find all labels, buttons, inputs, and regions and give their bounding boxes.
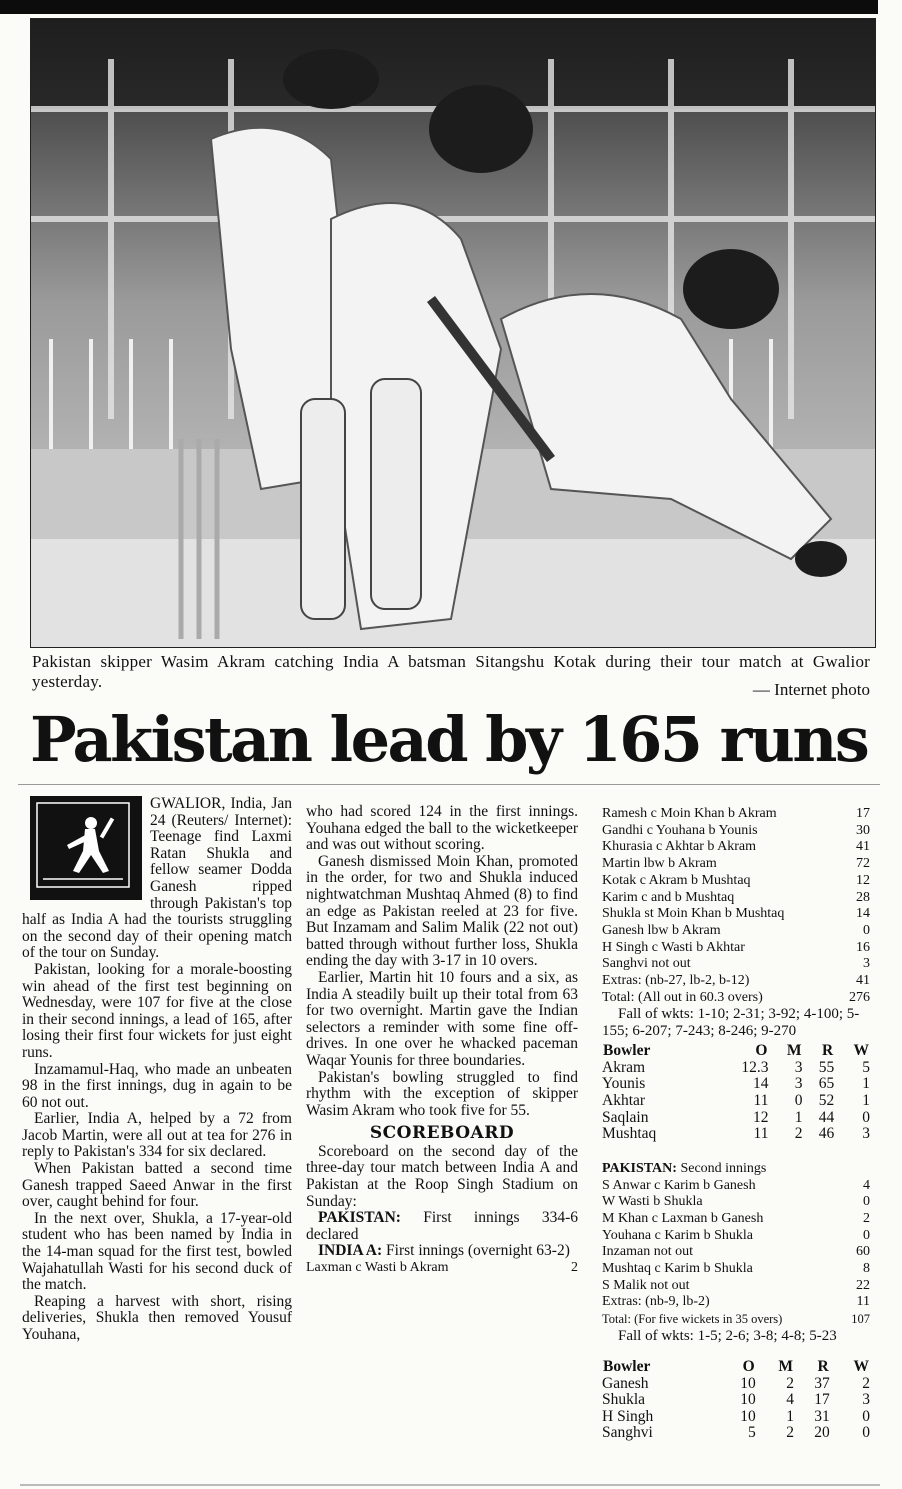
batsman-dismissal: Ganesh lbw b Akram bbox=[602, 922, 721, 938]
batsman-dismissal: Mushtaq c Karim b Shukla bbox=[602, 1261, 753, 1277]
col-wickets: W bbox=[853, 1041, 869, 1059]
total-row bbox=[602, 1311, 870, 1328]
bowling-row bbox=[602, 1093, 870, 1110]
pakistan-bowling-table bbox=[602, 1041, 870, 1143]
batting-row bbox=[602, 923, 870, 940]
batsman-runs: 17 bbox=[856, 806, 870, 821]
bowling-header-row bbox=[602, 1357, 870, 1376]
col-runs: R bbox=[817, 1357, 829, 1375]
batting-row bbox=[602, 856, 870, 873]
bowling-row bbox=[602, 1076, 870, 1093]
batsman-runs: 0 bbox=[863, 922, 870, 938]
batsman-runs: 30 bbox=[856, 822, 870, 838]
article-paragraph: Pakistan's bowling struggled to find rhythm with the exception of skipper Wasim Akram who took five for 55. bbox=[306, 1068, 578, 1119]
col-overs: O bbox=[755, 1041, 768, 1059]
batsman-dismissal: Kotak c Akram b Mushtaq bbox=[602, 872, 751, 888]
batting-row bbox=[602, 1278, 870, 1295]
bottom-rule bbox=[20, 1484, 880, 1486]
bowling-row bbox=[602, 1409, 870, 1426]
headline: Pakistan lead by 165 runs bbox=[30, 703, 868, 776]
runs: 52 bbox=[818, 1092, 835, 1110]
batting-row bbox=[602, 1211, 870, 1228]
team-label: PAKISTAN: bbox=[318, 1209, 401, 1227]
extras-runs: 41 bbox=[856, 973, 870, 989]
cricket-logo-icon bbox=[30, 796, 142, 900]
wickets: 3 bbox=[862, 1125, 870, 1143]
runs: 20 bbox=[814, 1424, 830, 1442]
article-paragraph: Inzamamul-Haq, who made an unbeaten 98 in the first innings, dug in again to be 60 not out. bbox=[22, 1060, 292, 1111]
runs: 17 bbox=[814, 1391, 830, 1409]
maidens: 3 bbox=[794, 1075, 803, 1093]
maidens: 2 bbox=[794, 1125, 803, 1143]
scoreboard-intro: Scoreboard on the second day of the three-day tour match between India A and Pakistan at the Roop Singh Stadium on Sunday: bbox=[306, 1142, 578, 1210]
maidens: 3 bbox=[794, 1058, 803, 1076]
batting-row bbox=[602, 806, 870, 823]
batting-row bbox=[602, 1228, 870, 1245]
batsman-runs: 14 bbox=[856, 906, 870, 922]
col-wickets: W bbox=[853, 1357, 869, 1375]
team-label: INDIA A: bbox=[318, 1242, 383, 1260]
batsman-dismissal: Khurasia c Akhtar b Akram bbox=[602, 839, 756, 855]
bowler-name: Shukla bbox=[602, 1391, 646, 1409]
batsman-dismissal: W Wasti b Shukla bbox=[602, 1194, 703, 1210]
bowling-row bbox=[602, 1392, 870, 1409]
maidens: 2 bbox=[786, 1424, 794, 1442]
photo-caption: Pakistan skipper Wasim Akram catching India A batsman Sitangshu Kotak during their tour match at Gwalior yesterday. bbox=[32, 652, 870, 691]
batsman-runs: 41 bbox=[856, 839, 870, 855]
batting-row bbox=[602, 823, 870, 840]
batsman-runs: 16 bbox=[856, 939, 870, 955]
batting-row bbox=[602, 1194, 870, 1211]
overs: 11 bbox=[753, 1092, 769, 1110]
total-runs: 276 bbox=[849, 989, 870, 1005]
wickets: 5 bbox=[862, 1058, 870, 1076]
col-runs: R bbox=[821, 1041, 834, 1059]
batting-row bbox=[602, 873, 870, 890]
bowling-row bbox=[602, 1126, 870, 1143]
pakistan-first-innings bbox=[306, 1210, 578, 1243]
pakistan-fall-of-wickets: Fall of wkts: 1-5; 2-6; 3-8; 4-8; 5-23 bbox=[618, 1327, 837, 1344]
runs: 46 bbox=[818, 1125, 835, 1143]
wickets: 1 bbox=[862, 1092, 870, 1110]
team-label: PAKISTAN: bbox=[602, 1160, 677, 1176]
batsman-runs: 2 bbox=[863, 1210, 870, 1226]
col-bowler: Bowler bbox=[603, 1041, 651, 1059]
overs: 12.3 bbox=[741, 1058, 769, 1076]
total-runs: 107 bbox=[851, 1312, 870, 1327]
bowler-name: Akram bbox=[602, 1058, 646, 1076]
wickets: 3 bbox=[862, 1391, 870, 1409]
batsman-runs: 12 bbox=[856, 872, 870, 888]
top-border bbox=[0, 0, 878, 14]
photo-illustration bbox=[31, 19, 875, 647]
article-paragraph: who had scored 124 in the first innings. Youhana edged the ball to the wicketkeeper and was out without scoring. bbox=[306, 803, 578, 854]
bowler-name: Saqlain bbox=[602, 1108, 649, 1126]
bowler-name: Akhtar bbox=[602, 1092, 646, 1110]
wickets: 1 bbox=[862, 1075, 870, 1093]
batsman-runs: 60 bbox=[856, 1244, 870, 1260]
pakistan-batting-list bbox=[602, 1178, 870, 1328]
article-lead: GWALIOR, India, Jan 24 (Reuters/ Internet): Teenage find Laxmi Ratan Shukla and fellow seamer Dodda Ganesh ripped through Pakistan's top half as India A had the tourists struggling on the second day of their opening match of the tour on Sunday. bbox=[22, 795, 292, 962]
overs: 10 bbox=[740, 1407, 756, 1425]
photo-credit: — Internet photo bbox=[752, 680, 870, 699]
india-first-innings bbox=[306, 1243, 578, 1260]
batting-row bbox=[602, 940, 870, 957]
overs: 10 bbox=[740, 1391, 756, 1409]
batsman-runs: 8 bbox=[863, 1261, 870, 1277]
maidens: 2 bbox=[786, 1374, 794, 1392]
batting-row bbox=[602, 956, 870, 973]
india-batting-list bbox=[602, 806, 870, 1006]
batsman-dismissal: Sanghvi not out bbox=[602, 956, 691, 972]
maidens: 1 bbox=[786, 1407, 794, 1425]
article-paragraph: In the next over, Shukla, a 17-year-old student who has been named by India in the 14-man squad for the first test, bowled Wajahatullah Wasti for his second duck of the match. bbox=[22, 1209, 292, 1294]
extras-label: Extras: (nb-27, lb-2, b-12) bbox=[602, 973, 750, 989]
india-bowling-table bbox=[602, 1357, 870, 1442]
batting-row bbox=[602, 906, 870, 923]
extras-runs: 11 bbox=[856, 1294, 870, 1310]
batsman-runs: 0 bbox=[863, 1194, 870, 1210]
batsman-dismissal: Inzaman not out bbox=[602, 1244, 693, 1260]
wickets: 2 bbox=[862, 1374, 870, 1392]
innings-summary: First innings (overnight 63-2) bbox=[382, 1242, 570, 1260]
col-maidens: M bbox=[778, 1357, 793, 1375]
overs: 5 bbox=[747, 1424, 756, 1442]
scoreboard-title: SCOREBOARD bbox=[369, 1123, 515, 1144]
article-paragraph: Earlier, Martin hit 10 fours and a six, as India A steadily built up their total from 63 for two overnight. Martin gave the Indian selectors a reminder with some fine off-drives. In one over he whacked paceman Waqar Younis for three boundaries. bbox=[306, 968, 578, 1069]
article-column-1 bbox=[22, 796, 292, 1344]
extras-row bbox=[602, 973, 870, 990]
batsman-dismissal: Shukla st Moin Khan b Mushtaq bbox=[602, 906, 785, 922]
batting-row bbox=[602, 1261, 870, 1278]
batsman-runs: 2 bbox=[571, 1260, 578, 1276]
batsman-runs: 3 bbox=[863, 956, 870, 972]
wickets: 0 bbox=[862, 1424, 870, 1442]
batsman-dismissal: Youhana c Karim b Shukla bbox=[602, 1227, 754, 1243]
bowler-name: Ganesh bbox=[602, 1374, 649, 1392]
col-bowler: Bowler bbox=[603, 1357, 651, 1375]
extras-row bbox=[602, 1294, 870, 1311]
adjacent-column-edge bbox=[0, 14, 18, 664]
runs: 55 bbox=[818, 1058, 835, 1076]
batsman-dismissal: S Malik not out bbox=[602, 1277, 690, 1293]
overs: 10 bbox=[740, 1374, 756, 1392]
innings-summary: First innings 334-6 declared bbox=[306, 1209, 578, 1243]
batting-row bbox=[602, 890, 870, 907]
bowler-name: Mushtaq bbox=[602, 1125, 657, 1143]
article-column-2 bbox=[306, 804, 578, 1277]
pakistan-second-innings-heading bbox=[602, 1161, 870, 1178]
batsman-runs: 72 bbox=[856, 856, 870, 872]
article-paragraph: Pakistan, looking for a morale-boosting win ahead of the first test beginning on Wednesday, were 107 for five at the close in their second innings, a lead of 165, after losing their first four wickets for just eight runs. bbox=[22, 960, 292, 1061]
col-overs: O bbox=[742, 1357, 755, 1375]
bowling-row bbox=[602, 1060, 870, 1077]
runs: 44 bbox=[818, 1108, 835, 1126]
bowling-row bbox=[602, 1110, 870, 1127]
batsman-runs: 4 bbox=[863, 1177, 870, 1193]
article-paragraph: Reaping a harvest with short, rising deliveries, Shukla then removed Yousuf Youhana, bbox=[22, 1292, 292, 1343]
scoreboard-column bbox=[602, 806, 870, 1442]
divider bbox=[18, 784, 880, 785]
batting-row bbox=[306, 1260, 578, 1277]
runs: 37 bbox=[814, 1374, 830, 1392]
bowler-name: H Singh bbox=[602, 1407, 654, 1425]
overs: 14 bbox=[752, 1075, 769, 1093]
bowling-header-row bbox=[602, 1041, 870, 1060]
india-fall-of-wickets: Fall of wkts: 1-10; 2-31; 3-92; 4-100; 5-155; 6-207; 7-243; 8-246; 9-270 bbox=[602, 1006, 860, 1040]
article-paragraph: Earlier, India A, helped by a 72 from Jacob Martin, were all out at tea for 276 in reply to Pakistan's 334 for six declared. bbox=[22, 1110, 292, 1161]
maidens: 4 bbox=[786, 1391, 794, 1409]
article-paragraph: Ganesh dismissed Moin Khan, promoted in the order, for two and Shukla induced nightwatchman Mushtaq Ahmed (8) to find an edge as Pakistan reeled at 23 for five. But Inzamam and Salim Malik (22 not out) batted through without further loss, Shukla ending the day with 3-17 in 10 overs. bbox=[306, 852, 578, 970]
batsman-dismissal: Laxman c Wasti b Akram bbox=[306, 1260, 449, 1276]
bowling-row bbox=[602, 1425, 870, 1442]
match-photo bbox=[30, 18, 876, 648]
extras-label: Extras: (nb-9, lb-2) bbox=[602, 1294, 710, 1310]
bowling-row bbox=[602, 1376, 870, 1393]
col-maidens: M bbox=[786, 1041, 802, 1059]
overs: 11 bbox=[753, 1125, 769, 1143]
runs: 65 bbox=[818, 1075, 835, 1093]
batsman-dismissal: Martin lbw b Akram bbox=[602, 856, 717, 872]
batsman-dismissal: M Khan c Laxman b Ganesh bbox=[602, 1210, 764, 1226]
article-paragraph: When Pakistan batted a second time Ganesh trapped Saeed Anwar in the first over, caught behind for four. bbox=[22, 1160, 292, 1211]
batting-row bbox=[602, 1178, 870, 1195]
batsman-runs: 28 bbox=[856, 889, 870, 905]
bowler-name: Sanghvi bbox=[602, 1424, 653, 1442]
batsman-dismissal: Ramesh c Moin Khan b Akram bbox=[602, 806, 777, 821]
batsman-dismissal: H Singh c Wasti b Akhtar bbox=[602, 939, 745, 955]
batsman-dismissal: Karim c and b Mushtaq bbox=[602, 889, 735, 905]
batsman-dismissal: Gandhi c Youhana b Younis bbox=[602, 822, 758, 838]
innings-label: Second innings bbox=[676, 1160, 767, 1176]
batting-row bbox=[602, 839, 870, 856]
batsman-runs: 22 bbox=[856, 1277, 870, 1293]
maidens: 0 bbox=[794, 1092, 803, 1110]
total-label: Total: (For five wickets in 35 overs) bbox=[602, 1312, 783, 1327]
total-label: Total: (All out in 60.3 overs) bbox=[602, 989, 763, 1005]
runs: 31 bbox=[814, 1407, 830, 1425]
batsman-runs: 0 bbox=[863, 1227, 870, 1243]
maidens: 1 bbox=[794, 1108, 803, 1126]
batting-row bbox=[602, 1244, 870, 1261]
bowler-name: Younis bbox=[602, 1075, 646, 1093]
batsman-dismissal: S Anwar c Karim b Ganesh bbox=[602, 1177, 756, 1193]
wickets: 0 bbox=[862, 1108, 870, 1126]
overs: 12 bbox=[752, 1108, 769, 1126]
total-row bbox=[602, 990, 870, 1007]
wickets: 0 bbox=[862, 1407, 870, 1425]
